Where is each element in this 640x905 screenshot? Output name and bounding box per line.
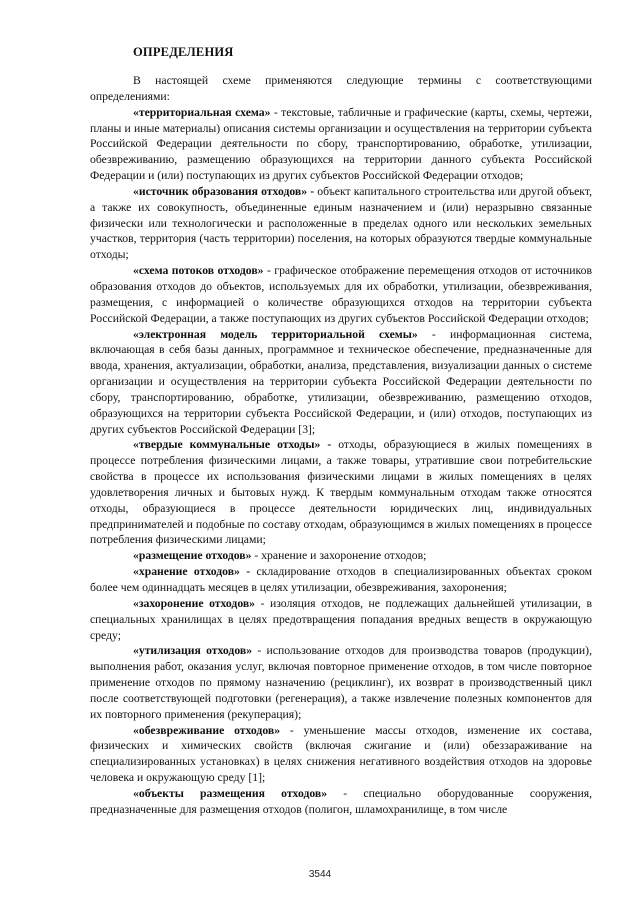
definition-paragraph	[90, 596, 592, 644]
definition-text: - специально оборудованные сооружения, предназначенные для размещения отходов (полигон, шламохранилище, в том числе	[90, 786, 592, 816]
definition-paragraph	[90, 263, 592, 326]
definition-paragraph	[90, 786, 592, 818]
definition-text: отходы, образующиеся в жилых помещениях в процессе потребления физическими лицами, а также товары, утратившие свои потребительские свойства в процессе их использования физическими лицами в жилых помещениях в целях удовлетворения личных и бытовых нужд. К твердым коммунальным отходам также относятся отходы, образующиеся в процессе деятельности юридических лиц, индивидуальных предпринимателей и подобные по составу отходам, образующимся в жилых помещениях в процессе потребления физическими лицами;	[90, 438, 592, 547]
definition-paragraph	[90, 327, 592, 438]
definition-paragraph	[90, 564, 592, 596]
definition-paragraph	[90, 548, 592, 564]
definitions-list	[90, 105, 592, 818]
definition-term: «электронная модель территориальной схемы»	[133, 327, 418, 341]
definition-text: объект капитального строительства или другой объект, а также их совокупность, объединенные единым назначением и (или) неразрывно связанные физически или технологически и расположенные в пределах одного или нескольких земельных участков, территория (часть территории) поселения, на которых образуются твердые коммунальные отходы;	[90, 184, 592, 262]
definition-term: «территориальная схема»	[133, 105, 271, 119]
definition-term: «утилизация отходов»	[133, 644, 253, 658]
definition-paragraph	[90, 184, 592, 263]
definition-text: - уменьшение массы отходов, изменение их состава, физических и химических свойств (включая сжигание и (или) обеззараживание на специализированных установках) в целях снижения негативного воздействия отходов на здоровье человека и окружающую среду [1];	[90, 723, 592, 785]
definition-text: - хранение и захоронение отходов;	[251, 549, 427, 563]
definition-paragraph	[90, 723, 592, 786]
definition-term: «объекты размещения отходов»	[133, 786, 328, 800]
page-number: 3544	[308, 869, 332, 880]
definition-term: «хранение отходов» -	[133, 565, 251, 579]
definition-term: «обезвреживание отходов»	[133, 723, 281, 737]
intro-paragraph: В настоящей схеме применяются следующие термины с соответствующими определениями:	[90, 74, 592, 103]
definition-text: - информационная система, включающая в себя базы данных, программное и техническое обеспечение, предназначенные для ввода, хранения, актуализации, обработки, анализа, представления, визуализации данных о системе организации и осуществления на территории субъекта Российской Федерации деятельности по сбору, транспортированию, обработке, утилизации, обезвреживанию, размещению отходов, образующихся на территории субъекта Российской Федерации, и (или) отходов, поступающих из других субъектов Российской Федерации [3];	[90, 327, 592, 436]
definition-text: - изоляция отходов, не подлежащих дальнейшей утилизации, в специальных хранилищах в целях предотвращения попадания вредных веществ в окружающую среду;	[90, 596, 592, 642]
definition-text: - текстовые, табличные и графические (карты, схемы, чертежи, планы и иные материалы) описания системы организации и осуществления на территории субъекта Российской Федерации деятельности по сбору, транспортированию, обработке, утилизации, обезвреживанию, размещению образующихся на территории данного субъекта Российской Федерации и (или) поступающих из других субъектов Российской Федерации отходов;	[90, 105, 592, 183]
definition-text: - графическое отображение перемещения отходов от источников образования отходов до объектов, используемых для их обработки, утилизации, обезвреживания, размещения, с информацией о количестве образующихся отходов на территории субъекта Российской Федерации, а также поступающих из других субъектов Российской Федерации отходов;	[90, 264, 592, 325]
definition-term: «схема потоков отходов»	[133, 264, 264, 278]
definition-term: «захоронение отходов»	[133, 596, 256, 610]
definition-paragraph	[90, 437, 592, 548]
definition-text: - использование отходов для производства товаров (продукции), выполнения работ, оказания услуг, включая повторное применение отходов, в том числе повторное применение отходов по прямому назначению (рециклинг), их возврат в производственный цикл после соответствующей подготовки (регенерация), а также извлечение полезных компонентов для их повторного применения (рекуперация);	[90, 644, 592, 721]
definition-term: «источник образования отходов» -	[133, 184, 315, 198]
definition-paragraph	[90, 643, 592, 722]
definition-term: «размещение отходов»	[133, 549, 252, 563]
definition-term: «твердые коммунальные отходы» -	[133, 438, 332, 452]
definition-text: складирование отходов в специализированных объектах сроком более чем одиннадцать месяцев в целях утилизации, обезвреживания, захоронения;	[90, 565, 592, 594]
section-heading: ОПРЕДЕЛЕНИЯ	[133, 45, 234, 59]
document-page	[90, 44, 592, 818]
definition-paragraph	[90, 105, 592, 184]
